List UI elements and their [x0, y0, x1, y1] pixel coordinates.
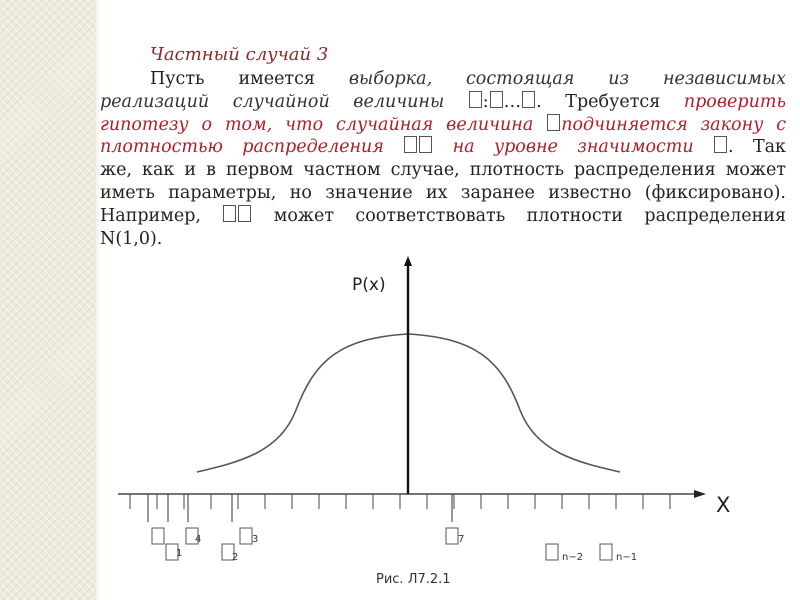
x-axis-label: X	[716, 493, 731, 517]
text-run: гипотезу о том, что случайная величина	[100, 114, 547, 135]
sample-subscript: 3	[252, 534, 259, 545]
text-run: реализаций случайной величины	[100, 91, 468, 112]
text-run: же, как и в первом частном случае, плотность распределения может	[100, 160, 786, 181]
text-run: Например,	[100, 205, 223, 226]
text-run: иметь параметры, но значение их заранее известно (фиксировано).	[100, 182, 786, 203]
sample-subscript: n−2	[562, 552, 584, 563]
sample-point-symbol	[240, 528, 252, 544]
text-run: …	[503, 91, 522, 112]
text-run: N(1,0).	[100, 228, 163, 249]
y-axis-arrow	[404, 256, 412, 266]
text-run: проверить	[683, 91, 786, 112]
sample-subscript: 1	[176, 548, 183, 559]
sample-subscript: 4	[195, 534, 202, 545]
x-axis-ticks	[130, 494, 670, 509]
text-run: выборка, состоящая из независимых	[348, 69, 786, 89]
text-run: . Требуется	[536, 91, 684, 112]
sample-point-symbol	[600, 544, 612, 560]
text-run: плотностью распределения	[100, 137, 404, 158]
text-run: . Так	[728, 137, 786, 158]
sample-subscript: n−1	[616, 552, 638, 563]
sample-point-symbol	[152, 528, 164, 544]
y-axis-label: P(x)	[352, 275, 386, 295]
sample-point-symbol	[546, 544, 558, 560]
sample-markers	[148, 494, 612, 560]
sample-subscript: 2	[232, 552, 239, 563]
text-run: подчиняется закону с	[561, 114, 786, 135]
x-axis-arrow	[694, 490, 706, 498]
sample-subscript: 7	[458, 534, 465, 545]
slide-title: Частный случай 3	[150, 44, 329, 65]
text-run: может соответствовать плотности распределения	[252, 205, 786, 226]
text-run: Пусть имеется	[150, 69, 349, 89]
text-run: :	[482, 91, 489, 112]
figure-caption: Рис. Л7.2.1	[376, 572, 451, 587]
text-run: на уровне значимости	[433, 137, 714, 158]
sample-point-symbol	[446, 528, 458, 544]
